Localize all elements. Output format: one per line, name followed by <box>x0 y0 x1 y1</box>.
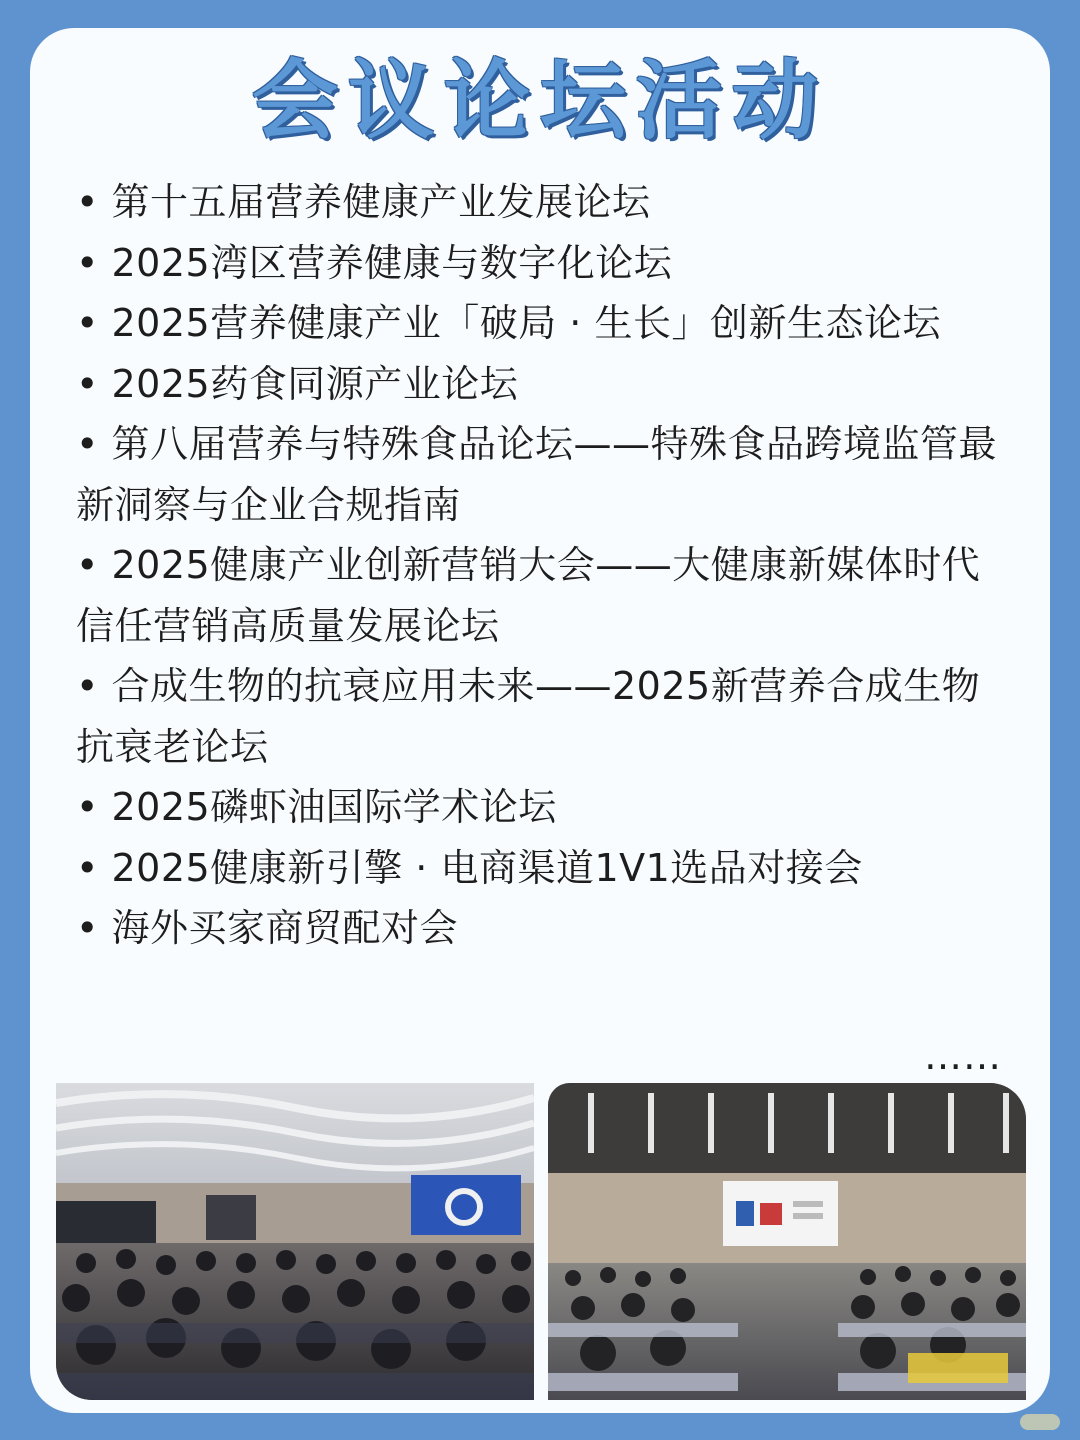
list-item: • 2025健康产业创新营销大会——大健康新媒体时代信任营销高质量发展论坛 <box>76 543 981 648</box>
list-item: • 第八届营养与特殊食品论坛——特殊食品跨境监管最新洞察与企业合规指南 <box>76 422 997 527</box>
content-card <box>30 28 1050 1413</box>
watermark-icon <box>1020 1414 1060 1430</box>
list-item: • 合成生物的抗衰应用未来——2025新营养合成生物抗衰老论坛 <box>76 664 981 769</box>
list-item: • 海外买家商贸配对会 <box>76 906 458 950</box>
list-item: • 2025湾区营养健康与数字化论坛 <box>76 240 673 285</box>
conference-hall-icon <box>548 1083 1026 1400</box>
event-list <box>76 172 1006 959</box>
conference-hall-icon <box>56 1083 534 1400</box>
conference-photo-left <box>56 1083 534 1400</box>
list-item: • 2025健康新引擎 · 电商渠道1V1选品对接会 <box>76 845 863 890</box>
conference-photo-right <box>548 1083 1026 1400</box>
list-item: • 2025磷虾油国际学术论坛 <box>76 785 557 829</box>
list-item: • 2025营养健康产业「破局 · 生长」创新生态论坛 <box>76 301 941 345</box>
page-title: 会议论坛活动 <box>252 51 828 151</box>
more-ellipsis: …… <box>924 1034 1002 1078</box>
list-item: • 2025药食同源产业论坛 <box>76 361 519 406</box>
list-item: • 第十五届营养健康产业发展论坛 <box>76 180 651 224</box>
